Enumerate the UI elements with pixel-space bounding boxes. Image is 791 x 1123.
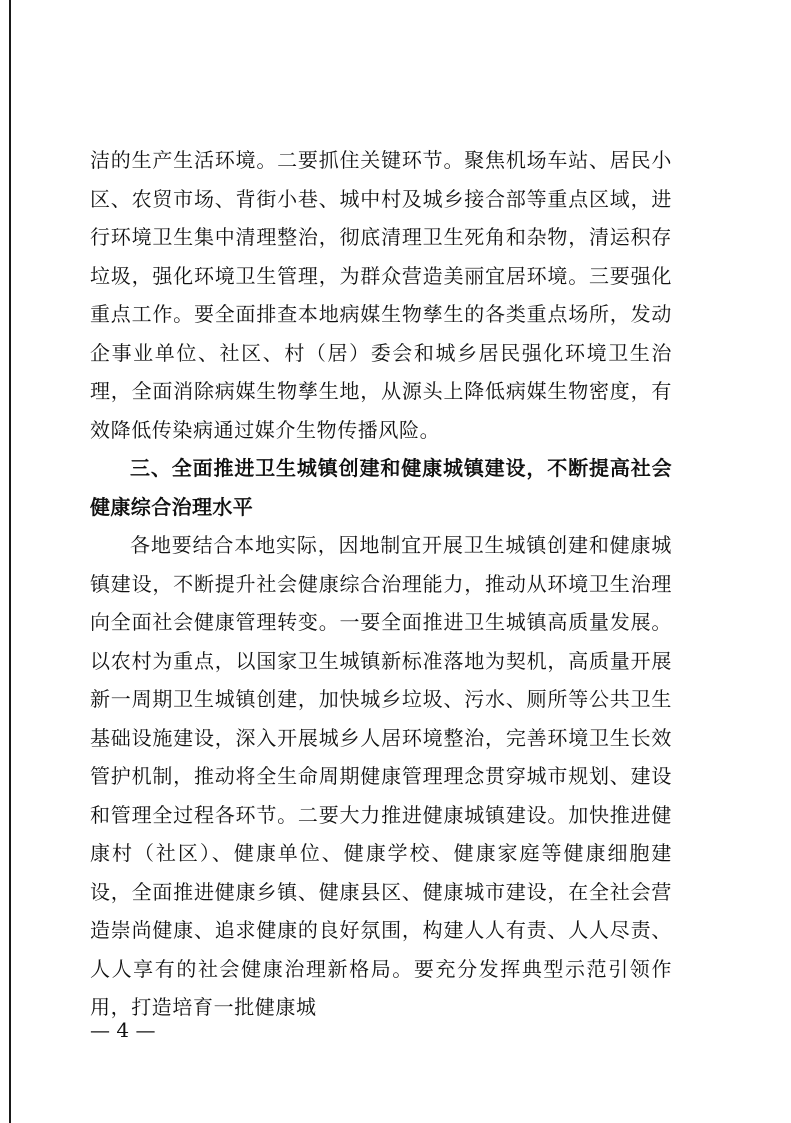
- section-heading: 三、全面推进卫生城镇创建和健康城镇建设，不断提高社会健康综合治理水平: [90, 456, 672, 519]
- section-paragraph: 各地要结合本地实际，因地制宜开展卫生城镇创建和健康城镇建设，不断提升社会健康综合治理能力，推动从环境卫生治理向全面社会健康管理转变。一要全面推进卫生城镇高质量发展。以农村为重点，以国家卫生城镇新标准落地为契机，高质量开展新一周期卫生城镇创建，加快城乡垃圾、污水、厕所等公共卫生基础设施建设，深入开展城乡人居环境整治，完善环境卫生长效管护机制，推动将全生命周期健康管理理念贯穿城市规划、建设和管理全过程各环节。二要大力推进健康城镇建设。加快推进健康村（社区）、健康单位、健康学校、健康家庭等健康细胞建设，全面推进健康乡镇、健康县区、健康城市建设，在全社会营造崇尚健康、追求健康的良好氛围，构建人人有责、人人尽责、人人享有的社会健康治理新格局。要充分发挥典型示范引领作用，打造培育一批健康城: [90, 533, 672, 1019]
- binding-line: [9, 0, 11, 1123]
- document-body: [90, 141, 672, 1027]
- continued-paragraph: 洁的生产生活环境。二要抓住关键环节。聚焦机场车站、居民小区、农贸市场、背街小巷、城中村及城乡接合部等重点区域，进行环境卫生集中清理整治，彻底清理卫生死角和杂物，清运积存垃圾，强化环境卫生管理，为群众营造美丽宜居环境。三要强化重点工作。要全面排查本地病媒生物孳生的各类重点场所，发动企事业单位、社区、村（居）委会和城乡居民强化环境卫生治理，全面消除病媒生物孳生地，从源头上降低病媒生物密度，有效降低传染病通过媒介生物传播风险。: [90, 148, 672, 442]
- page-number: — 4 —: [90, 1018, 156, 1042]
